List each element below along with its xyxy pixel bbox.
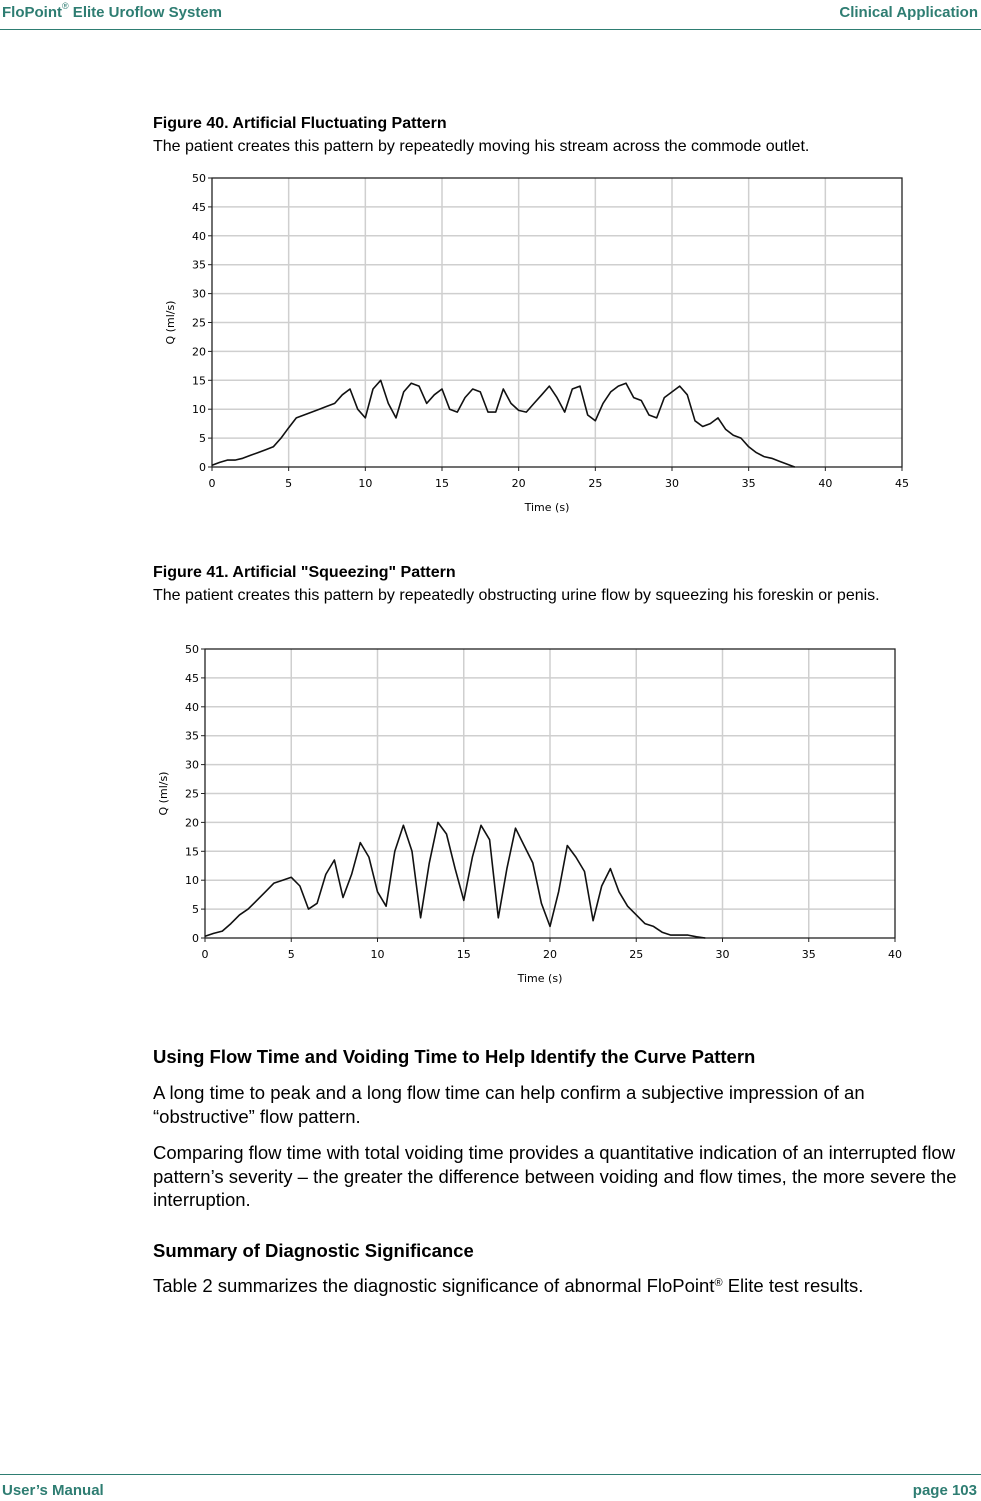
x-tick-label: 0 xyxy=(208,477,216,490)
x-tick-label: 10 xyxy=(358,477,373,490)
y-tick-label: 30 xyxy=(185,758,199,772)
y-tick-label: 20 xyxy=(192,345,206,359)
y-tick-label: 10 xyxy=(185,874,199,888)
x-tick-label: 45 xyxy=(895,477,909,490)
y-tick-label: 15 xyxy=(185,845,199,859)
section-heading-summary: Summary of Diagnostic Significance xyxy=(153,1240,474,1261)
y-tick-label: 20 xyxy=(185,816,199,830)
x-tick-label: 5 xyxy=(285,477,293,490)
y-tick-label: 0 xyxy=(199,461,206,474)
flow-curve xyxy=(212,380,795,467)
x-tick-label: 5 xyxy=(287,948,295,961)
y-tick-label: 35 xyxy=(192,258,206,272)
x-tick-label: 30 xyxy=(715,948,730,961)
y-tick-label: 0 xyxy=(192,932,199,945)
x-tick-label: 35 xyxy=(801,948,816,961)
x-tick-label: 30 xyxy=(665,477,679,490)
figure-41-chart xyxy=(148,636,918,991)
y-tick-label: 40 xyxy=(192,229,206,243)
summary-paragraph: Table 2 summarizes the diagnostic significance of abnormal FloPoint® Elite test results. xyxy=(153,1275,864,1296)
x-tick-label: 15 xyxy=(435,477,449,490)
figure-41-caption: The patient creates this pattern by repeatedly obstructing urine flow by squeezing his foreskin or penis. xyxy=(153,587,880,604)
x-tick-label: 10 xyxy=(370,948,385,961)
y-tick-label: 40 xyxy=(185,700,199,714)
figure-40-title: Figure 40. Artificial Fluctuating Pattern xyxy=(153,115,447,132)
y-axis-label: Q (ml/s) xyxy=(157,771,170,816)
x-tick-label: 40 xyxy=(888,948,902,961)
header-rule xyxy=(0,29,981,30)
figure-40-caption: The patient creates this pattern by repeatedly moving his stream across the commode outlet. xyxy=(153,138,810,155)
section-heading-flow-time: Using Flow Time and Voiding Time to Help Identify the Curve Pattern xyxy=(153,1046,756,1067)
y-tick-label: 50 xyxy=(192,172,206,185)
y-tick-label: 50 xyxy=(185,643,199,656)
x-tick-label: 20 xyxy=(543,948,557,961)
header-title: FloPoint® Elite Uroflow System xyxy=(2,1,223,21)
y-tick-label: 35 xyxy=(185,729,199,743)
y-tick-label: 25 xyxy=(192,316,206,330)
figure-40-chart xyxy=(155,165,925,520)
x-tick-label: 35 xyxy=(741,477,756,490)
x-tick-label: 25 xyxy=(588,477,603,490)
y-tick-label: 25 xyxy=(185,787,199,801)
header-section: Clinical Application xyxy=(839,4,978,21)
x-axis-label: Time (s) xyxy=(517,972,563,985)
y-tick-label: 30 xyxy=(192,287,206,301)
figure-41-title: Figure 41. Artificial "Squeezing" Pattern xyxy=(153,564,456,581)
y-tick-label: 45 xyxy=(185,671,199,685)
x-axis-label: Time (s) xyxy=(524,501,570,514)
y-tick-label: 5 xyxy=(199,432,206,446)
footer-rule xyxy=(0,1474,981,1475)
y-axis-label: Q (ml/s) xyxy=(164,300,177,345)
y-tick-label: 45 xyxy=(192,200,206,214)
y-tick-label: 5 xyxy=(192,903,199,917)
x-tick-label: 40 xyxy=(818,477,833,490)
y-tick-label: 15 xyxy=(192,374,206,388)
section-paragraph-2: Comparing flow time with total voiding time provides a quantitative indication of an interrupted flow pattern’s severity – the greater the difference between voiding and flow times, the more severe the interruption. xyxy=(153,1142,957,1210)
x-tick-label: 20 xyxy=(511,477,526,490)
page-header xyxy=(0,1,981,26)
section-paragraph-1: A long time to peak and a long flow time can help confirm a subjective impression of an “obstructive” flow pattern. xyxy=(153,1082,865,1127)
x-tick-label: 15 xyxy=(456,948,471,961)
x-tick-label: 0 xyxy=(201,948,209,961)
footer-page-number: page 103 xyxy=(912,1482,977,1499)
y-tick-label: 10 xyxy=(192,403,206,417)
footer-manual-label: User’s Manual xyxy=(2,1482,104,1499)
x-tick-label: 25 xyxy=(629,948,644,961)
